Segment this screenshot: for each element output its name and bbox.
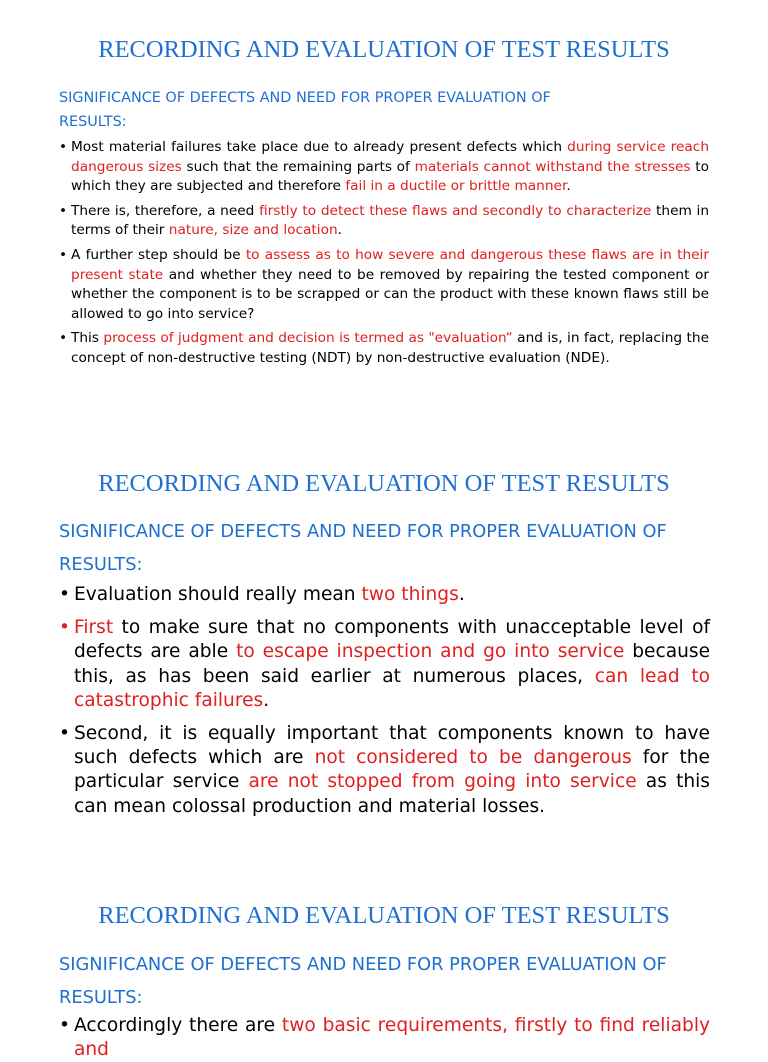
- highlighted-text: are not stopped from going into service: [248, 771, 637, 793]
- highlighted-text: materials cannot withstand the stresses: [414, 158, 691, 175]
- highlighted-text: can lead to catastrophic failures: [74, 665, 710, 711]
- bullet-list: [71, 138, 709, 374]
- highlighted-text: process of judgment and decision is termed as "evaluation“: [103, 330, 513, 347]
- body-text: This: [71, 330, 104, 347]
- bullet-item: [74, 616, 710, 713]
- highlighted-text: during service reach dangerous sizes: [71, 139, 709, 175]
- body-text: such that the remaining parts of: [181, 158, 415, 175]
- body-text: and whether they need to be removed by repairing the tested component or whether the component is to be scrapped or can the product with these known flaws still be allowed to go into service?: [71, 266, 709, 322]
- slide-subtitle: [59, 86, 551, 134]
- slide-title: RECORDING AND EVALUATION OF TEST RESULTS: [98, 902, 670, 929]
- highlighted-text: nature, size and location: [168, 222, 338, 239]
- body-text: Most material failures take place due to already present defects which: [71, 139, 568, 155]
- body-text: .: [458, 584, 465, 605]
- body-text: for the particular service: [74, 747, 710, 793]
- subtitle-line: SIGNIFICANCE OF DEFECTS AND NEED FOR PROPER EVALUATION OF: [59, 521, 667, 542]
- bullet-item: [74, 1014, 710, 1062]
- bullet-item: [74, 583, 710, 607]
- body-text: .: [566, 178, 571, 195]
- body-text: to make sure that no components with unacceptable level of defects are able: [74, 617, 710, 663]
- highlighted-text: not considered to be dangerous: [314, 747, 632, 769]
- body-text: and is, in fact, replacing the concept of non-destructive testing (NDT) by non-destructive evaluation (NDE).: [71, 330, 709, 366]
- bullet-item: [71, 329, 709, 368]
- subtitle-line: SIGNIFICANCE OF DEFECTS AND NEED FOR PROPER EVALUATION OF: [59, 90, 551, 106]
- bullet-item: [71, 138, 709, 197]
- slide-3: [0, 860, 768, 1061]
- body-text: as this can mean colossal production and material losses.: [74, 771, 710, 817]
- body-text: Second, it is equally important that components known to have such defects which are: [74, 723, 710, 769]
- bullet-list: [74, 583, 710, 828]
- body-text: .: [337, 222, 342, 239]
- highlighted-text: to escape inspection and go into service: [236, 641, 625, 663]
- body-text: A further step should be: [71, 246, 246, 263]
- bullet-item: [71, 246, 709, 324]
- subtitle-line: SIGNIFICANCE OF DEFECTS AND NEED FOR PROPER EVALUATION OF: [59, 954, 667, 975]
- bullet-item: [74, 722, 710, 819]
- highlighted-text: firstly to detect these flaws and secondly to characterize: [259, 202, 652, 219]
- bullet-item: [71, 202, 709, 241]
- body-text: There is, therefore, a need: [71, 202, 260, 219]
- body-text: Accordingly there are: [74, 1015, 282, 1036]
- body-text: them in terms of their: [71, 202, 709, 239]
- slide-title: RECORDING AND EVALUATION OF TEST RESULTS: [98, 36, 670, 63]
- slide-subtitle: [59, 948, 667, 1014]
- subtitle-line: RESULTS:: [59, 554, 143, 575]
- highlighted-text: two basic requirements, firstly to find reliably and: [74, 1015, 710, 1061]
- subtitle-line: RESULTS:: [59, 114, 127, 130]
- slide-title: RECORDING AND EVALUATION OF TEST RESULTS: [98, 470, 670, 497]
- highlighted-text: fail in a ductile or brittle manner: [345, 178, 567, 195]
- highlighted-text: two things: [361, 584, 459, 605]
- body-text: to which they are subjected and therefore: [71, 158, 710, 195]
- body-text: because this, as has been said earlier at numerous places,: [74, 641, 711, 687]
- body-text: .: [263, 689, 270, 711]
- body-text: Evaluation should really mean: [74, 584, 362, 605]
- slide-subtitle: [59, 515, 667, 581]
- highlighted-text: First: [74, 617, 114, 639]
- subtitle-line: RESULTS:: [59, 987, 143, 1008]
- highlighted-text: to assess as to how severe and dangerous these flaws are in their present state: [71, 246, 709, 283]
- bullet-list: [74, 1014, 710, 1062]
- slide-1: [0, 0, 768, 420]
- slide-2: [0, 420, 768, 860]
